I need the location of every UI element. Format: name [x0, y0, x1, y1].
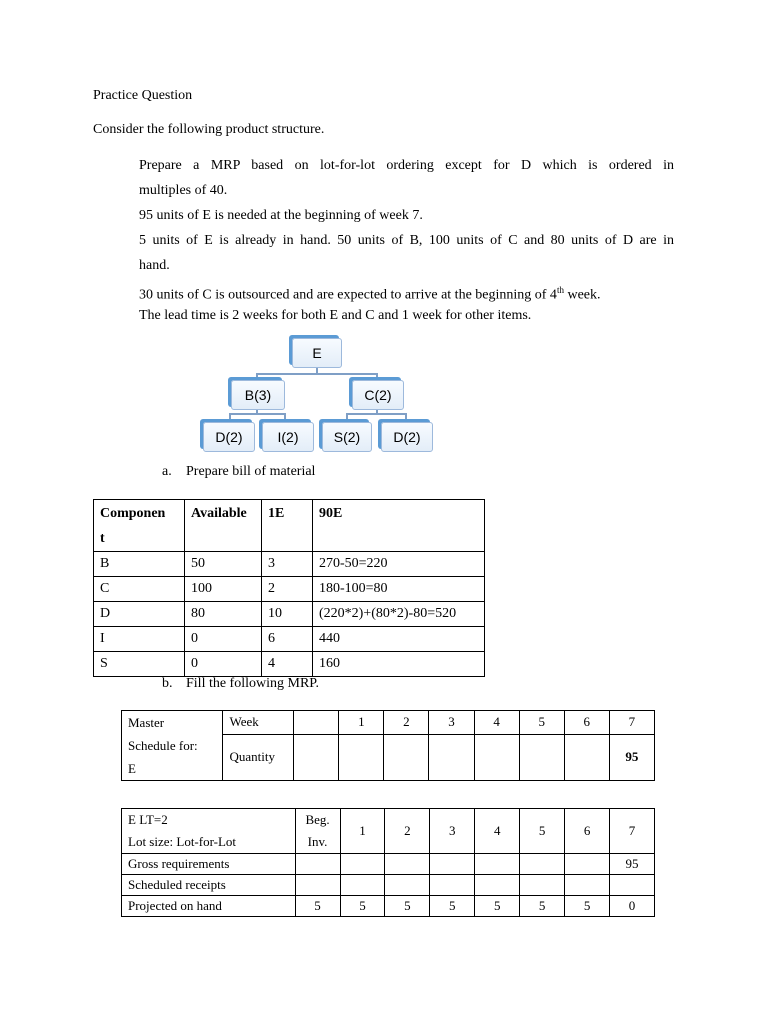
- quantity-cell: [429, 734, 474, 780]
- instruction-line: The lead time is 2 weeks for both E and C and 1 week for other items.: [139, 308, 532, 323]
- week-number: 1: [339, 711, 384, 735]
- table-cell: [475, 854, 520, 875]
- table-cell: [475, 875, 520, 896]
- column-header: Available: [185, 500, 262, 552]
- tree-node-c: C(2): [352, 380, 404, 410]
- week-number: 3: [429, 711, 474, 735]
- table-row: [122, 854, 655, 875]
- row-label: Projected on hand: [122, 896, 296, 917]
- table-cell: [295, 875, 340, 896]
- table-cell: S: [94, 652, 185, 677]
- table-cell: 5: [520, 896, 565, 917]
- instruction-line: multiples of 40.: [139, 183, 228, 198]
- table-cell: 5: [565, 896, 610, 917]
- table-cell: 0: [610, 896, 655, 917]
- quantity-label: Quantity: [223, 734, 294, 780]
- row-label: Scheduled receipts: [122, 875, 296, 896]
- part-b-marker: b.: [162, 676, 173, 691]
- table-cell: 2: [262, 577, 313, 602]
- instruction-line: 5 units of E is already in hand. 50 units of B, 100 units of C and 80 units of D are in: [139, 233, 674, 248]
- table-row: [94, 552, 485, 577]
- tree-node-e: E: [292, 338, 342, 368]
- table-row: [94, 577, 485, 602]
- table-cell: C: [94, 577, 185, 602]
- row-label: Gross requirements: [122, 854, 296, 875]
- table-row: [94, 652, 485, 677]
- week-number: 2: [384, 711, 429, 735]
- week-number: 6: [565, 809, 610, 854]
- table-cell: 3: [262, 552, 313, 577]
- table-cell: 95: [610, 854, 655, 875]
- table-row: [122, 711, 655, 735]
- part-a-text: Prepare bill of material: [186, 464, 316, 479]
- instruction-line: 95 units of E is needed at the beginning of week 7.: [139, 208, 423, 223]
- mrp-table-e: [121, 808, 655, 917]
- table-cell: 4: [262, 652, 313, 677]
- instructions: [139, 153, 674, 328]
- table-cell: 6: [262, 627, 313, 652]
- table-cell: [294, 734, 339, 780]
- table-cell: 440: [313, 627, 485, 652]
- tree-node-b-i: I(2): [262, 422, 314, 452]
- table-cell: 0: [185, 652, 262, 677]
- column-header: Componen t: [94, 500, 185, 552]
- table-cell: [340, 854, 385, 875]
- week-number: 2: [385, 809, 430, 854]
- tree-node-b: B(3): [231, 380, 285, 410]
- table-cell: [385, 854, 430, 875]
- table-cell: [565, 875, 610, 896]
- week-label: Week: [223, 711, 294, 735]
- table-row: [122, 896, 655, 917]
- quantity-cell: [474, 734, 519, 780]
- table-cell: [430, 854, 475, 875]
- table-cell: 100: [185, 577, 262, 602]
- quantity-cell: [384, 734, 429, 780]
- table-cell: 270-50=220: [313, 552, 485, 577]
- part-a-marker: a.: [162, 464, 172, 479]
- week-number: 7: [609, 711, 654, 735]
- table-cell: 5: [430, 896, 475, 917]
- week-number: 5: [519, 711, 564, 735]
- table-row: [94, 602, 485, 627]
- table-cell: B: [94, 552, 185, 577]
- table-cell: 0: [185, 627, 262, 652]
- table-cell: [610, 875, 655, 896]
- tree-node-c-s: S(2): [322, 422, 372, 452]
- table-header-row: [122, 809, 655, 854]
- week-number: 4: [474, 711, 519, 735]
- table-row: [122, 875, 655, 896]
- table-cell: [340, 875, 385, 896]
- quantity-cell: [564, 734, 609, 780]
- quantity-cell: [339, 734, 384, 780]
- master-schedule-label: Master Schedule for: E: [122, 711, 223, 781]
- bill-of-material-table: [93, 499, 485, 677]
- table-cell: 5: [385, 896, 430, 917]
- tree-node-c-d: D(2): [381, 422, 433, 452]
- table-cell: [520, 854, 565, 875]
- table-cell: 160: [313, 652, 485, 677]
- week-number: 3: [430, 809, 475, 854]
- table-cell: I: [94, 627, 185, 652]
- intro-text: Consider the following product structure.: [93, 122, 325, 137]
- table-cell: 5: [295, 896, 340, 917]
- instruction-line: 30 units of C is outsourced and are expected to arrive at the beginning of 4th week.: [139, 285, 601, 303]
- table-cell: (220*2)+(80*2)-80=520: [313, 602, 485, 627]
- tree-node-b-d: D(2): [203, 422, 255, 452]
- table-row: [94, 627, 485, 652]
- column-header: 90E: [313, 500, 485, 552]
- table-cell: 5: [340, 896, 385, 917]
- table-cell: 10: [262, 602, 313, 627]
- beg-inv-header: Beg. Inv.: [295, 809, 340, 854]
- table-cell: [294, 711, 339, 735]
- table-cell: 50: [185, 552, 262, 577]
- table-cell: [565, 854, 610, 875]
- column-header: 1E: [262, 500, 313, 552]
- table-header-row: [94, 500, 485, 552]
- table-cell: [385, 875, 430, 896]
- table-cell: [295, 854, 340, 875]
- part-b-text: Fill the following MRP.: [186, 676, 320, 691]
- week-number: 4: [475, 809, 520, 854]
- table-cell: 180-100=80: [313, 577, 485, 602]
- week-number: 7: [610, 809, 655, 854]
- page-title: Practice Question: [93, 88, 193, 103]
- week-number: 5: [520, 809, 565, 854]
- quantity-cell: 95: [609, 734, 654, 780]
- master-schedule-table: [121, 710, 655, 781]
- table-cell: [430, 875, 475, 896]
- instruction-line: Prepare a MRP based on lot-for-lot ordering except for D which is ordered in: [139, 158, 674, 173]
- mrp-item-header: E LT=2 Lot size: Lot-for-Lot: [122, 809, 296, 854]
- quantity-cell: [519, 734, 564, 780]
- instruction-line: hand.: [139, 258, 170, 273]
- table-cell: D: [94, 602, 185, 627]
- table-cell: 5: [475, 896, 520, 917]
- week-number: 1: [340, 809, 385, 854]
- week-number: 6: [564, 711, 609, 735]
- table-cell: [520, 875, 565, 896]
- table-cell: 80: [185, 602, 262, 627]
